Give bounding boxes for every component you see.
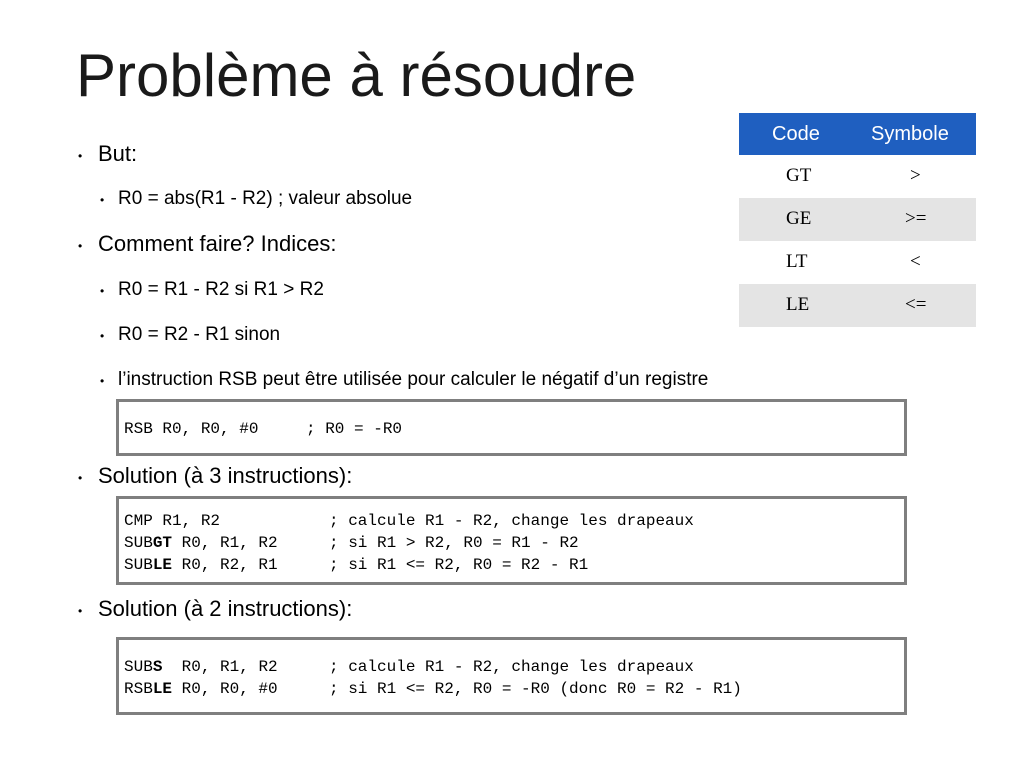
slide-title: Problème à résoudre xyxy=(76,42,637,109)
code-op: SUB xyxy=(124,658,153,676)
code-instruction: RSB R0, R0, #0 xyxy=(124,420,259,438)
code-comment: ; si R1 <= R2, R0 = R2 - R1 xyxy=(329,556,589,574)
code-line xyxy=(124,510,220,532)
table-row xyxy=(739,241,976,284)
code-line xyxy=(124,554,278,576)
code-cond: LE xyxy=(152,556,173,574)
code-line xyxy=(124,532,278,554)
bullet-dot: • xyxy=(78,239,83,253)
code-op: SUB xyxy=(124,534,153,552)
table-cell-code: GT xyxy=(786,165,812,186)
code-op: CMP xyxy=(124,512,153,530)
code-comment: ; si R1 <= R2, R0 = -R0 (donc R0 = R2 - R1) xyxy=(329,680,742,698)
bullet-dot: • xyxy=(78,471,83,485)
code-line xyxy=(124,656,278,678)
table-cell-symbol: <= xyxy=(905,294,927,315)
code-op: SUB xyxy=(124,556,153,574)
code-comment: ; calcule R1 - R2, change les drapeaux xyxy=(329,512,694,530)
solution3-code-box xyxy=(116,496,907,585)
code-args: R0, R2, R1 xyxy=(172,556,278,574)
code-args: R0, R0, #0 xyxy=(172,680,278,698)
code-cond: LE xyxy=(152,680,173,698)
how-label: Comment faire? Indices: xyxy=(98,231,337,256)
code-comment: ; R0 = -R0 xyxy=(306,420,403,438)
code-op: RSB xyxy=(124,680,153,698)
table-row xyxy=(739,155,976,198)
bullet-dot: • xyxy=(78,149,83,163)
bullet-dot: • xyxy=(100,284,105,298)
table-cell-symbol: >= xyxy=(905,208,927,229)
table-row xyxy=(739,284,976,327)
table-header-code: Code xyxy=(772,123,820,145)
rsb-code-box xyxy=(116,399,907,456)
table-row xyxy=(739,198,976,241)
bullet-dot: • xyxy=(78,604,83,618)
table-cell-symbol: < xyxy=(910,251,921,272)
solution3-label: Solution (à 3 instructions): xyxy=(98,463,353,488)
solution2-label: Solution (à 2 instructions): xyxy=(98,596,353,621)
bullet-dot: • xyxy=(100,374,105,388)
code-comment: ; si R1 > R2, R0 = R1 - R2 xyxy=(329,534,579,552)
goal-item: R0 = abs(R1 - R2) ; valeur absolue xyxy=(118,188,413,209)
hint-item: R0 = R2 - R1 sinon xyxy=(118,324,281,345)
solution2-code-box xyxy=(116,637,907,715)
table-cell-code: GE xyxy=(786,208,812,229)
hint-item: R0 = R1 - R2 si R1 > R2 xyxy=(118,279,324,300)
bullet-dot: • xyxy=(100,329,105,343)
code-args: R0, R1, R2 xyxy=(162,658,278,676)
table-header-symbol: Symbole xyxy=(871,123,949,145)
bullet-dot: • xyxy=(100,193,105,207)
condition-code-table xyxy=(739,113,976,327)
code-cond: GT xyxy=(152,534,173,552)
table-header xyxy=(739,113,976,155)
table-cell-code: LE xyxy=(786,294,810,315)
code-cond: S xyxy=(152,658,163,676)
goal-label: But: xyxy=(98,141,138,166)
hint-item: l’instruction RSB peut être utilisée pour calculer le négatif d’un registre xyxy=(118,369,709,390)
table-cell-symbol: > xyxy=(910,165,921,186)
code-line xyxy=(124,678,278,700)
code-comment: ; calcule R1 - R2, change les drapeaux xyxy=(329,658,694,676)
code-args: R1, R2 xyxy=(152,512,221,530)
code-args: R0, R1, R2 xyxy=(172,534,278,552)
table-cell-code: LT xyxy=(786,251,808,272)
